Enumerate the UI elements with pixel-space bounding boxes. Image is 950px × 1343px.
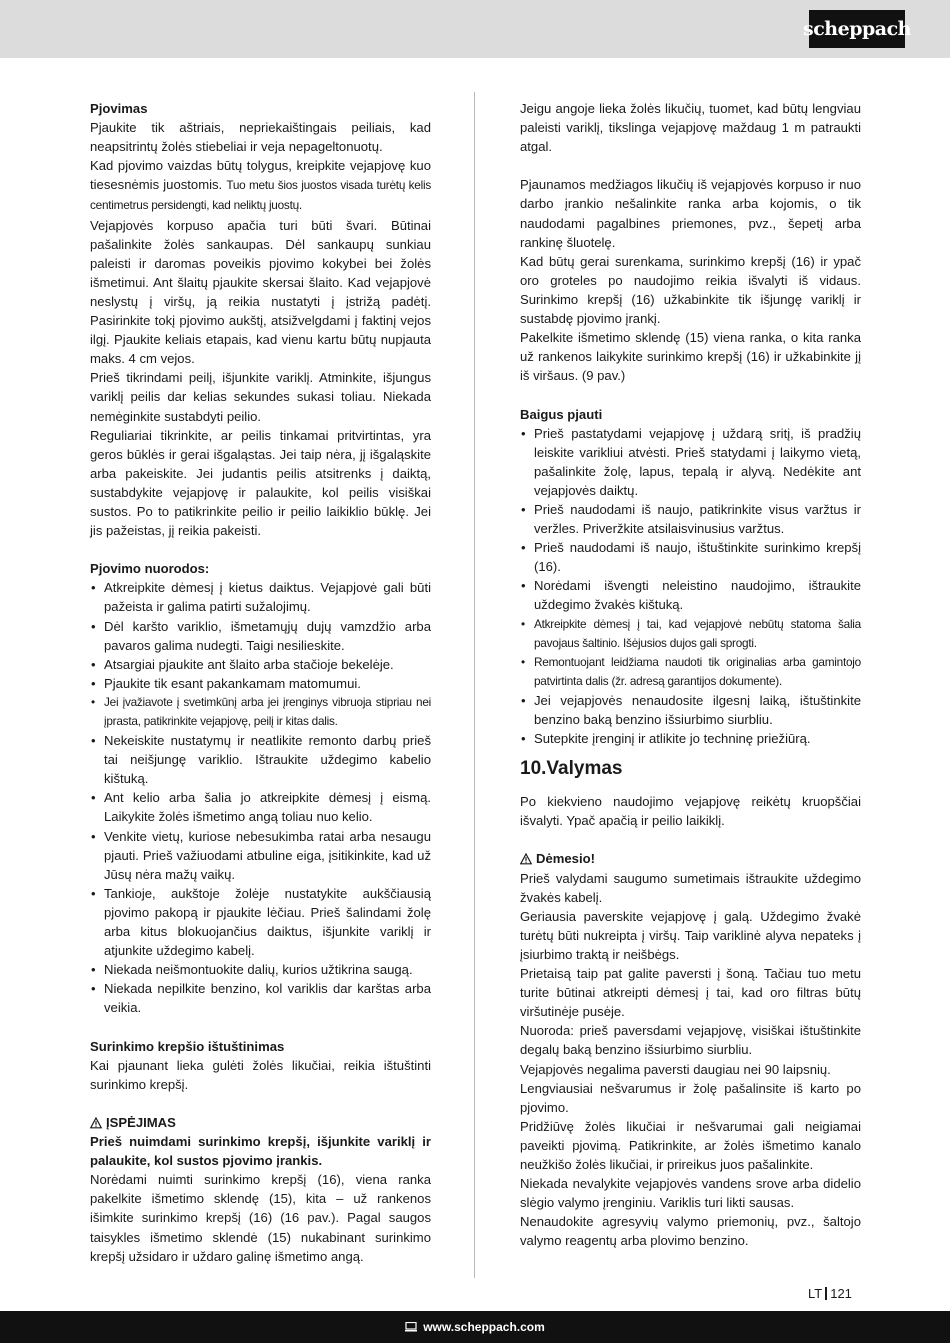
list-item: • Tankioje, aukštoje žolėje nustatykite aukščiausią pjovimo pakopą ir pjaukite lėčiau. Prieš šalindami žolę arba kitus blokuojančius daiktus, išjunkite variklį ir atjunkite uždegimo kabelį. bbox=[90, 884, 431, 960]
section-title-valymas bbox=[520, 758, 861, 780]
list-item: • Jei įvažiavote į svetimkūnį arba jei įrenginys vibruoja stipriau nei įprasta, patikrinkite vejapjovę, peilį ir kitas dalis. bbox=[90, 693, 431, 731]
list-item: • Venkite vietų, kuriose nebesukimba ratai arba nesaugu pjauti. Prieš važiuodami atbuline eiga, įsitikinkite, kad už Jūsų nėra mažų vaikų. bbox=[90, 827, 431, 884]
paragraph: Prietaisą taip pat galite paversti į šoną. Tačiau tuo metu turite būtinai atkreipti dėmesį į tai, kad oro filtras būtų viršutinėje pusėje. bbox=[520, 966, 861, 1020]
paragraph: Prieš tikrindami peilį, išjunkite variklį. Atminkite, išjungus variklį peilis dar kelias sekundes sukasi toliau. Niekada nemėginkite sustabdyti peilio. bbox=[90, 370, 431, 424]
paragraph: Vejapjovės negalima paversti daugiau nei 90 laipsnių. bbox=[520, 1061, 831, 1077]
section-heading-baigus: Baigus pjauti bbox=[520, 406, 603, 422]
paragraph: Nuoroda: prieš paversdami vejapjovę, visiškai ištuštinkite degalų baką benzino išsiurbimo siurbliu. bbox=[520, 1023, 861, 1058]
paragraph: Niekada nevalykite vejapjovės vandens srove arba didelio slėgio valymo įrenginiu. Variklis turi likti sausas. bbox=[520, 1176, 861, 1211]
section-heading-krepsys: Surinkimo krepšio ištuštinimas bbox=[90, 1038, 285, 1054]
footer-bar bbox=[0, 1311, 950, 1343]
paragraph: Vejapjovės korpuso apačia turi būti švari. Būtinai pašalinkite žolės sankaupas. Dėl sankaupų sunkiau paleisti ir daromas poveikis pjovimo kokybei bei žolės išmetimui. Ant šlaitų pjaukite skersai šlaito. Kad vejapjovė neslystų į viršų, ją reikia nustatyti į įstrižą padėtį. Pasirinkite tokį pjovimo aukštį, atsižvelgdami į faktinį vejos ilgį. Pjaukite keliais etapais, kad vienu kartu būtų nupjauta maks. 4 cm vejos. bbox=[90, 217, 431, 367]
paragraph: Pridžiūvę žolės likučiai ir nešvarumai gali neigiamai paveikti pjovimą. Patikrinkite, ar žolės išmetimo kanalo neužkišo žolės likučiai, ir prireikus juos pašalinkite. bbox=[520, 1118, 861, 1172]
bullet-list-baigus bbox=[520, 424, 861, 749]
header-bar bbox=[0, 0, 950, 58]
list-item: • Prieš naudodami iš naujo, ištuštinkite surinkimo krepšį (16). bbox=[520, 538, 861, 576]
paragraph: Norėdami nuimti surinkimo krepšį (16), viena ranka pakelkite išmetimo sklendę (15), kita – už rankenos išimkite surinkimo krepšį (16) (16 pav.). Pagal saugos taisykles išmetimo sklendė (15) nukabinant surinkimo krepšį užsidaro ir uždaro galinę išmetimo angą. bbox=[90, 1172, 431, 1264]
warning-triangle-icon bbox=[520, 853, 532, 865]
attention-heading bbox=[520, 849, 861, 868]
monitor-icon bbox=[405, 1322, 417, 1332]
bullet-list-nuorodos bbox=[90, 578, 431, 1017]
paragraph: Pjaukite tik aštriais, nepriekaištingais peiliais, kad neapsitrintų žolės stiebeliai ir veja nepageltonuotų. bbox=[90, 120, 431, 155]
paragraph: Lengviausiai nešvarumus ir žolę pašalinsite iš karto po pjovimo. bbox=[520, 1080, 861, 1115]
language-code: LT bbox=[808, 1286, 823, 1301]
paragraph bbox=[90, 156, 431, 215]
list-item: • Niekada neišmontuokite dalių, kurios užtikrina saugą. bbox=[90, 960, 431, 979]
footer-url[interactable]: www.scheppach.com bbox=[423, 1320, 545, 1334]
section-heading-pjovimas: Pjovimas bbox=[90, 101, 148, 116]
list-item: • Atkreipkite dėmesį į kietus daiktus. Vejapjovė gali būti pažeista ir galima patirti sužalojimų. bbox=[90, 578, 431, 616]
left-column bbox=[90, 99, 431, 1266]
section-heading-nuorodos: Pjovimo nuorodos: bbox=[90, 561, 210, 577]
section-title-text: Valymas bbox=[546, 758, 623, 780]
list-item: • Nekeiskite nustatymų ir neatlikite remonto darbų prieš tai neišjungę variklio. Ištraukite uždegimo kabelio kištuką. bbox=[90, 731, 431, 788]
brand-logo: scheppach bbox=[809, 10, 905, 48]
paragraph: Kai pjaunant lieka gulėti žolės likučiai, reikia ištuštinti surinkimo krepšį. bbox=[90, 1057, 431, 1092]
list-item: • Norėdami išvengti neleistino naudojimo, ištraukite uždegimo žvakės kištuką. bbox=[520, 576, 861, 614]
list-item: • Niekada nepilkite benzino, kol variklis dar karštas arba veikia. bbox=[90, 979, 431, 1017]
warning-title: ĮSPĖJIMAS bbox=[106, 1114, 176, 1130]
paragraph: Geriausia paverskite vejapjovę į galą. Uždegimo žvakė turėtų būti nukreipta į viršų. Taip variklinė alyva nepateks į įsiurbimo traktą ir neišbėgs. bbox=[520, 908, 861, 962]
list-item: • Dėl karšto variklio, išmetamųjų dujų vamzdžio arba pavaros galima nudegti. Taigi nesilieskite. bbox=[90, 617, 431, 655]
paragraph: Kad būtų gerai surenkama, surinkimo krepšį (16) ir ypač oro groteles po naudojimo reikia išvalyti iš vidaus. Surinkimo krepšį (16) užkabinkite tik išjungę variklį ir sustabdę pjovimo įrankį. bbox=[520, 253, 861, 327]
paragraph: Pakelkite išmetimo sklendę (15) viena ranka, o kita ranka už rankenos laikykite surinkimo krepšį (16) ir užkabinkite jį iš viršaus. (9 pav.) bbox=[520, 330, 861, 384]
paragraph: Reguliariai tikrinkite, ar peilis tinkamai pritvirtintas, yra geros būklės ir gerai išgaląstas. Jei taip nėra, jį išgaląskite arba pakeiskite. Jei judantis peilis atsitrenks į daiktą, sustabdykite vejapjovę ir palaukite, kol peilis visiškai sustos. Po to patikrinkite peilio ir peilio laikiklio būklę. Jei jis pažeistas, jį reikia pakeisti. bbox=[90, 427, 431, 539]
paragraph: Jeigu angoje lieka žolės likučių, tuomet, kad būtų lengviau paleisti variklį, tikslinga vejapjovę maždaug 1 m patraukti atgal. bbox=[520, 101, 861, 155]
right-column bbox=[520, 99, 861, 1250]
paragraph: Nenaudokite agresyvių valymo priemonių, pvz., šaltojo valymo reagentų arba plovimo benzino. bbox=[520, 1214, 861, 1249]
list-item: • Prieš pastatydami vejapjovę į uždarą sritį, iš pradžių leiskite varikliui atvėsti. Prieš statydami į laikymo vietą, pašalinkite žolę, lapus, tepalą ir alyvą. Nedėkite ant vejapjovės daiktų. bbox=[520, 424, 861, 500]
list-item: • Remontuojant leidžiama naudoti tik originalias arba gamintojo patvirtinta dalis (žr. adresą garantijos dokumente). bbox=[520, 653, 861, 691]
warning-triangle-icon bbox=[90, 1117, 102, 1129]
list-item: • Ant kelio arba šalia jo atkreipkite dėmesį į eismą. Laikykite žolės išmetimo angą toliau nuo kelio. bbox=[90, 788, 431, 826]
attention-title: Dėmesio! bbox=[536, 851, 595, 867]
paragraph-part: Kad pjovimo vaizdas būtų tolygus, kreipkite vejapjovę kuo tiesesnėmis juostomis. bbox=[90, 158, 431, 193]
column-divider bbox=[474, 92, 475, 1278]
list-item: • Sutepkite įrenginį ir atlikite jo techninę priežiūrą. bbox=[520, 729, 861, 748]
paragraph: Pjaunamos medžiagos likučių iš vejapjovės korpuso ir nuo darbo įrankio nešalinkite ranka arba kojomis, o tik naudodami pagalbines priemones, pvz., šepetį arba rankinę šluotelę. bbox=[520, 177, 861, 250]
list-item: • Jei vejapjovės nenaudosite ilgesnį laiką, ištuštinkite benzino baką benzino išsiurbimo siurbliu. bbox=[520, 691, 861, 729]
paragraph-part: Tuo metu šios juostos visada turėtų kelis centimetrus persidengti, kad neliktų juostų. bbox=[90, 178, 431, 213]
paragraph: Prieš valydami saugumo sumetimais ištraukite uždegimo žvakės kabelį. bbox=[520, 870, 861, 905]
list-item: • Atsargiai pjaukite ant šlaito arba stačioje bekelėje. bbox=[90, 655, 431, 674]
section-number: 10. bbox=[520, 758, 547, 780]
list-item: • Pjaukite tik esant pakankamam matomumui. bbox=[90, 674, 431, 693]
list-item: • Prieš naudodami iš naujo, patikrinkite visus varžtus ir veržles. Priveržkite atsilaisvinusius varžtus. bbox=[520, 500, 861, 538]
warning-heading bbox=[90, 1113, 431, 1132]
page-number-value: 121 bbox=[830, 1286, 852, 1301]
paragraph: Po kiekvieno naudojimo vejapjovę reikėtų kruopščiai išvalyti. Ypač apačią ir peilio laikiklį. bbox=[520, 794, 861, 829]
list-item: • Atkreipkite dėmesį į tai, kad vejapjovė nebūtų statoma šalia pavojaus šaltinio. Išėjusios dujos gali sprogti. bbox=[520, 615, 861, 653]
warning-bold-text: Prieš nuimdami surinkimo krepšį, išjunkite variklį ir palaukite, kol sustos pjovimo įrankis. bbox=[90, 1134, 431, 1169]
page-number bbox=[808, 1286, 852, 1301]
